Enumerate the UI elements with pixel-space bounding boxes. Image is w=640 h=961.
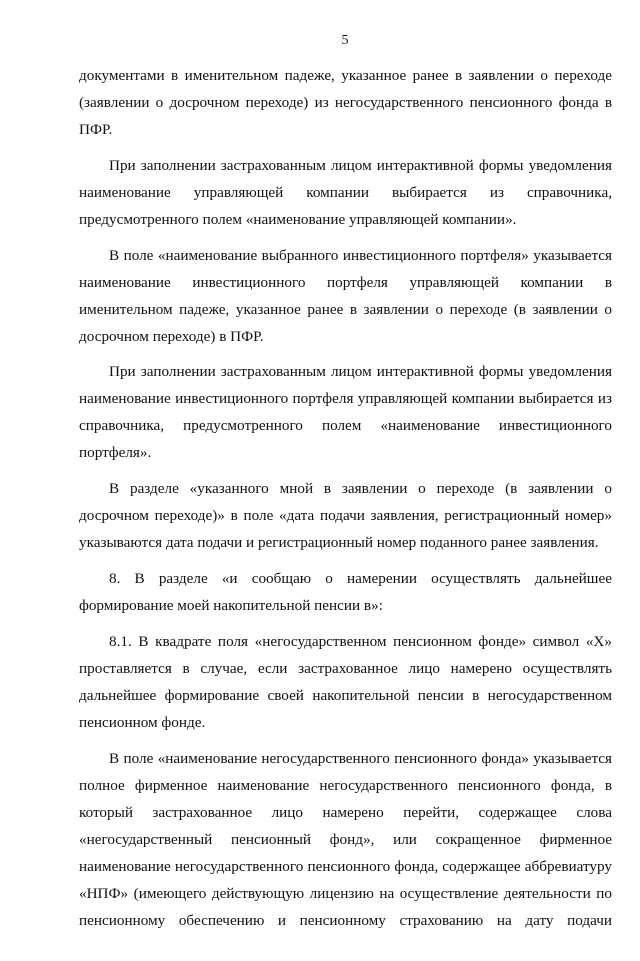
paragraph-management-company: При заполнении застрахованным лицом интерактивной формы уведомления наименование управляющей компании выбирается из справочника, предусмотренного полем «наименование управляющей компании». [79, 156, 612, 228]
paragraph-fund-name: В поле «наименование негосударственного пенсионного фонда» указывается полное фирменное наименование негосударственного пенсионного фонда, в который застрахованное лицо намерено перейти, содержащее слова «негосударственный пенсионный фонд», или сокращенное фирменное наименование негосударственного пенсионного фонда, содержащее аббревиатуру «НПФ» (имеющего действующую лицензию на осуществление деятельности по пенсионному обеспечению и пенсионному страхованию на дату подачи [79, 749, 612, 929]
paragraph-application-date: В разделе «указанного мной в заявлении о переходе (в заявлении о досрочном переходе)» в поле «дата подачи заявления, регистрационный номер» указываются дата подачи и регистрационный номер поданного ранее заявления. [79, 480, 612, 552]
document-body [79, 62, 612, 961]
paragraph-section-8: 8. В разделе «и сообщаю о намерении осуществлять дальнейшее формирование моей накопительной пенсии в»: [79, 569, 612, 614]
paragraph-section-8-1: 8.1. В квадрате поля «негосударственном пенсионном фонде» символ «Х» проставляется в случае, если застрахованное лицо намерено осуществлять дальнейшее формирование своей накопительной пенсии в негосударственном пенсионном фонде. [79, 632, 612, 731]
paragraph-portfolio-field: В поле «наименование выбранного инвестиционного портфеля» указывается наименование инвестиционного портфеля управляющей компании в именительном падеже, указанное ранее в заявлении о переходе (в заявлении о досрочном переходе) в ПФР. [79, 246, 612, 345]
page-number: 5 [341, 33, 349, 48]
paragraph-continuation: документами в именительном падеже, указанное ранее в заявлении о переходе (заявлении о досрочном переходе) из негосударственного пенсионного фонда в ПФР. [79, 67, 612, 138]
paragraph-portfolio-directory: При заполнении застрахованным лицом интерактивной формы уведомления наименование инвестиционного портфеля управляющей компании выбирается из справочника, предусмотренного полем «наименование инвестиционного портфеля». [79, 363, 612, 462]
